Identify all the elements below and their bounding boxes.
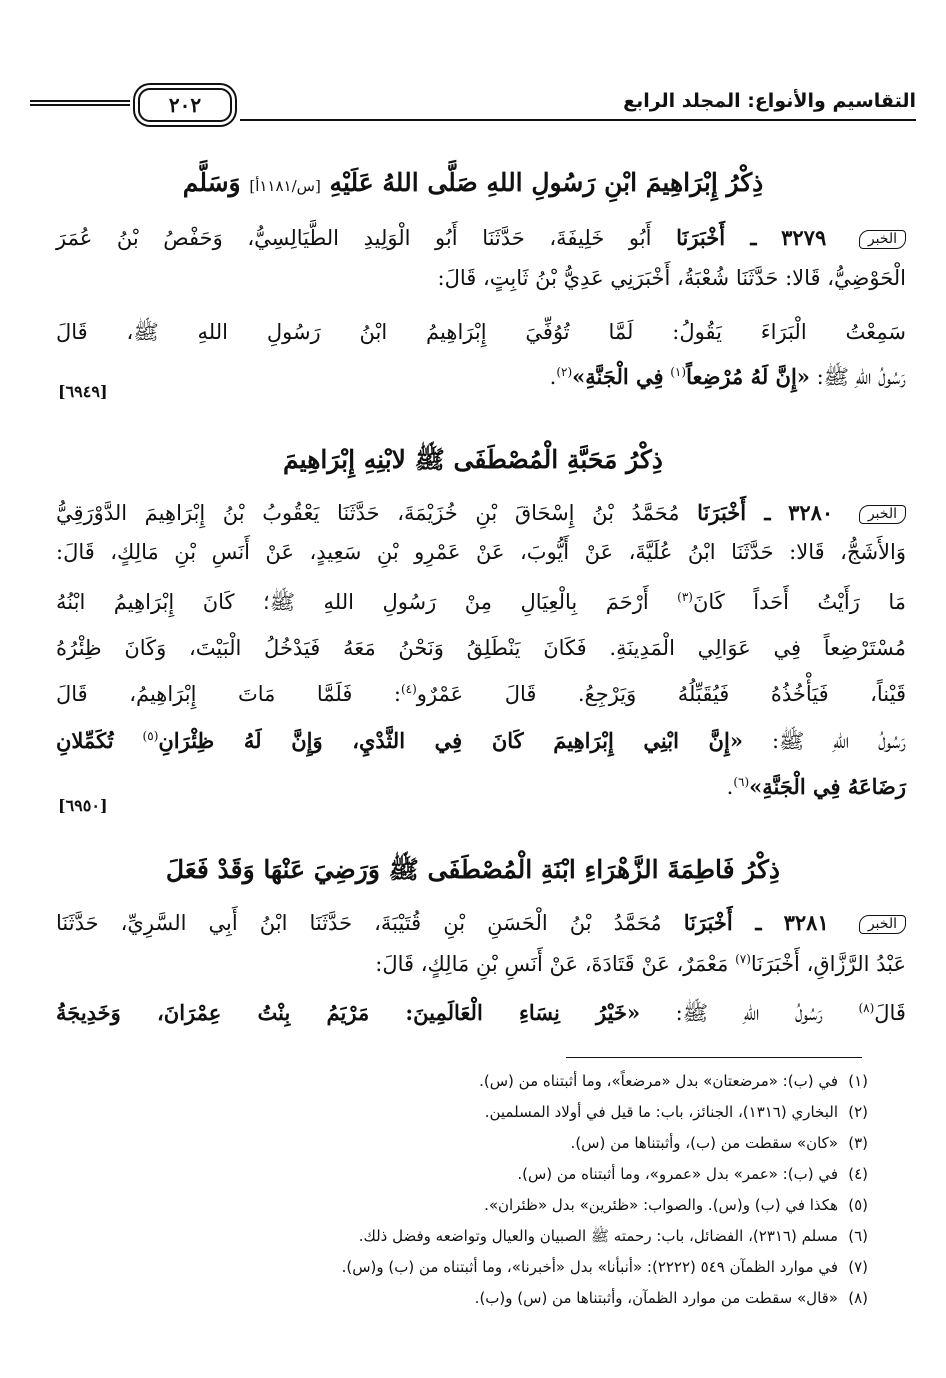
footnote-marker: (٥) xyxy=(142,729,159,743)
footnote-marker: (٣) xyxy=(677,590,693,604)
footnote-number: (٤) xyxy=(848,1165,868,1183)
isnad-text: أَبُو خَلِيفَةَ، حَدَّثَنَا أَبُو الْوَلِيدِ الطَّيَالِسِيُّ، وَحَفْصُ بْنُ عُمَرَ xyxy=(56,226,652,250)
footnote-number: (١) xyxy=(848,1072,868,1090)
khabar-badge-icon: الخبر xyxy=(859,505,906,524)
footnote-number: (٧) xyxy=(848,1258,868,1276)
footnote-text: هكذا في (ب) و(س). والصواب: «ظئرين» بدل «ظئران». xyxy=(484,1196,838,1214)
isnad-line: وَالأَشَجُّ، قَالا: حَدَّثَنَا ابْنُ عُلَيَّةَ، عَنْ أَيُّوبَ، عَنْ عَمْرِو بْنِ سَعِيدٍ، عَنْ أَنَسِ بْنِ مَالِكٍ، قَالَ: xyxy=(56,540,906,564)
hadith-opener: أَخْبَرَنَا xyxy=(676,225,726,250)
matn-line: قَيْناً، فَيَأْخُذُهُ فَيُقَبِّلُهُ وَيَرْجِعُ. قَالَ عَمْرٌو$^{(٤)}$: فَلَمَّا مَاتَ إِبْرَاهِيمُ، قَالَ xyxy=(56,682,906,706)
matn-line: رَسُولُ اللهِ ﷺ: «إِنَّ ابْنِي إِبْرَاهِيمَ كَانَ فِي الثَّدْيِ، وَإِنَّ لَهُ ظِئْرَانِ$^{(٥)}$ تُكَمِّلانِ xyxy=(56,728,906,753)
matn-line: سَمِعْتُ الْبَرَاءَ يَقُولُ: لَمَّا تُوُفِّيَ إِبْرَاهِيمُ ابْنُ رَسُولِ اللهِ ﷺ، قَالَ xyxy=(56,320,906,344)
isnad-line: عَبْدُ الرَّزَّاقِ، أَخْبَرَنَا$^{(٧)}$ مَعْمَرٌ، عَنْ قَتَادَةَ، عَنْ أَنَسِ بْنِ مَالِكٍ، قَالَ: xyxy=(375,952,906,976)
khabar-badge-icon: الخبر xyxy=(859,230,906,249)
footnote-text: البخاري (١٣١٦)، الجنائز، باب: ما قيل في أولاد المسلمين. xyxy=(484,1103,838,1121)
footnote-marker: (٨) xyxy=(858,1001,875,1015)
matn-line: رَسُولُ اللهِ ﷺ: «إِنَّ لَهُ مُرْضِعاً$^{(١)}$ فِي الْجَنَّةِ»$^{(٢)}$. xyxy=(549,364,906,389)
footnote-number: (٣) xyxy=(848,1134,868,1152)
prophetic-saying: رَضَاعَهُ فِي الْجَنَّةِ» xyxy=(749,774,906,799)
page-header xyxy=(30,88,916,132)
footnote xyxy=(60,1072,868,1090)
matn-line: مَا رَأَيْتُ أَحَداً كَانَ$^{(٣)}$ أَرْحَمَ بِالْعِيَالِ مِنْ رَسُولِ اللهِ ﷺ؛ كَانَ إِبْرَاهِيمُ ابْنُهُ xyxy=(56,590,906,614)
section-title xyxy=(40,168,906,197)
manuscript-ref: [س/١١٨١أ] xyxy=(249,177,321,195)
footnote xyxy=(60,1134,868,1152)
header-double-rule xyxy=(30,100,130,106)
hadith-reference: [٦٩٥٠] xyxy=(58,796,108,815)
footnote-text: «قال» سقطت من موارد الظمآن، وأثبتناها من (س) و(ب). xyxy=(474,1289,838,1307)
isnad-line: الخبر ٣٢٧٩ ـ أَخْبَرَنَا أَبُو خَلِيفَةَ، حَدَّثَنَا أَبُو الْوَلِيدِ الطَّيَالِسِيُّ، وَحَفْصُ بْنُ عُمَرَ xyxy=(56,225,906,251)
prophetic-saying: «إِنَّ لَهُ مُرْضِعاً xyxy=(686,364,810,389)
running-title: التقاسيم والأنواع: المجلد الرابع xyxy=(623,90,916,112)
footnote-text: مسلم (٢٣١٦)، الفضائل، باب: رحمته ﷺ الصبيان والعيال وتواضعه وفضل ذلك. xyxy=(358,1227,838,1245)
hadith-opener: أَخْبَرَنَا xyxy=(683,910,733,935)
footnote-marker: (٦) xyxy=(733,775,750,789)
section-title: ذِكْرُ مَحَبَّةِ الْمُصْطَفَى ﷺ لابْنِهِ إِبْرَاهِيمَ xyxy=(283,445,663,474)
hadith-number: ٣٢٧٩ xyxy=(781,225,827,250)
isnad-text: مُحَمَّدُ بْنُ الْحَسَنِ بْنِ قُتَيْبَةَ، حَدَّثَنَا ابْنُ أَبِي السَّرِيِّ، حَدَّثَنَا xyxy=(56,911,662,935)
matn-line: مُسْتَرْضِعاً فِي عَوَالِي الْمَدِينَةِ. فَكَانَ يَنْطَلِقُ وَنَحْنُ مَعَهُ فَيَدْخُلُ الْبَيْتَ، وَكَانَ ظِئْرُهُ xyxy=(56,636,906,660)
footnote xyxy=(60,1227,868,1249)
footnote-text: في موارد الظمآن ٥٤٩ (٢٢٢٢): «أنبأنا» بدل «أخبرنا»، وما أثبتناه من (ب) و(س). xyxy=(341,1258,838,1276)
footnote-marker: (١) xyxy=(670,365,687,379)
section-title-text: ذِكْرُ إِبْرَاهِيمَ ابْنِ رَسُولِ اللهِ صَلَّى اللهُ عَلَيْهِ xyxy=(329,168,764,197)
footnote xyxy=(60,1165,868,1183)
hadith-number: ٣٢٨٠ xyxy=(788,500,834,525)
footnote-number: (٥) xyxy=(848,1196,868,1214)
footnote-marker: (٢) xyxy=(556,365,573,379)
matn-line: رَضَاعَهُ فِي الْجَنَّةِ»$^{(٦)}$. xyxy=(726,774,906,799)
hadith-opener: أَخْبَرَنَا xyxy=(697,500,747,525)
footnote-marker: (٧) xyxy=(735,952,751,966)
footnote xyxy=(60,1258,868,1276)
isnad-text: مُحَمَّدُ بْنُ إِسْحَاقَ بْنِ خُزَيْمَةَ، حَدَّثَنَا يَعْقُوبُ بْنُ إِبْرَاهِيمَ الدَّوْرَقِيُّ xyxy=(56,501,680,525)
hadith-number: ٣٢٨١ xyxy=(783,910,829,935)
footnote-text: في (ب): «مرضعتان» بدل «مرضعاً»، وما أثبتناه من (س). xyxy=(479,1072,838,1090)
hadith-reference: [٦٩٤٩] xyxy=(58,382,108,401)
prophetic-saying: «خَيْرُ نِسَاءِ الْعَالَمِينَ: مَرْيَمُ بِنْتُ عِمْرَانَ، وَخَدِيجَةُ xyxy=(56,1000,641,1025)
footnote xyxy=(60,1103,868,1121)
footnote-number: (٢) xyxy=(848,1103,868,1121)
isnad-line: الخبر ٣٢٨١ ـ أَخْبَرَنَا مُحَمَّدُ بْنُ الْحَسَنِ بْنِ قُتَيْبَةَ، حَدَّثَنَا ابْنُ أَبِي السَّرِيِّ، حَدَّثَنَا xyxy=(56,910,906,936)
prophetic-saying: «إِنَّ ابْنِي إِبْرَاهِيمَ كَانَ فِي الثَّدْيِ، وَإِنَّ لَهُ ظِئْرَانِ xyxy=(158,728,743,753)
khabar-badge-icon: الخبر xyxy=(859,915,906,934)
prophetic-saying: فِي الْجَنَّةِ» xyxy=(572,364,664,389)
footnote-number: (٦) xyxy=(848,1227,868,1245)
footnote xyxy=(60,1196,868,1214)
matn-line: قَالَ$^{(٨)}$ رَسُولُ اللهِ ﷺ: «خَيْرُ نِسَاءِ الْعَالَمِينَ: مَرْيَمُ بِنْتُ عِمْرَانَ، وَخَدِيجَةُ xyxy=(56,1000,906,1025)
footnote-number: (٨) xyxy=(848,1289,868,1307)
footnote xyxy=(60,1289,868,1307)
footnote-text: في (ب): «عمر» بدل «عمرو»، وما أثبتناه من (س). xyxy=(517,1165,838,1183)
page-number: ٢٠٢ xyxy=(138,88,232,122)
header-rule xyxy=(240,119,916,121)
footnote-rule xyxy=(566,1057,862,1058)
prophetic-saying: تُكَمِّلانِ xyxy=(56,728,114,753)
section-title: ذِكْرُ فَاطِمَةَ الزَّهْرَاءِ ابْنَةِ الْمُصْطَفَى ﷺ وَرَضِيَ عَنْهَا وَقَدْ فَعَلَ xyxy=(165,855,781,884)
footnote-marker: (٤) xyxy=(400,682,417,696)
isnad-line: الْحَوْضِيُّ، قَالا: حَدَّثَنَا شُعْبَةُ، أَخْبَرَنِي عَدِيُّ بْنُ ثَابِتٍ، قَالَ: xyxy=(437,266,906,290)
footnote-text: «كان» سقطت من (ب)، وأثبتناها من (س). xyxy=(570,1134,838,1152)
isnad-line: الخبر ٣٢٨٠ ـ أَخْبَرَنَا مُحَمَّدُ بْنُ إِسْحَاقَ بْنِ خُزَيْمَةَ، حَدَّثَنَا يَعْقُوبُ بْنُ إِبْرَاهِيمَ الدَّوْرَقِيُّ xyxy=(56,500,906,526)
section-title-end: وَسَلَّم xyxy=(182,168,241,197)
